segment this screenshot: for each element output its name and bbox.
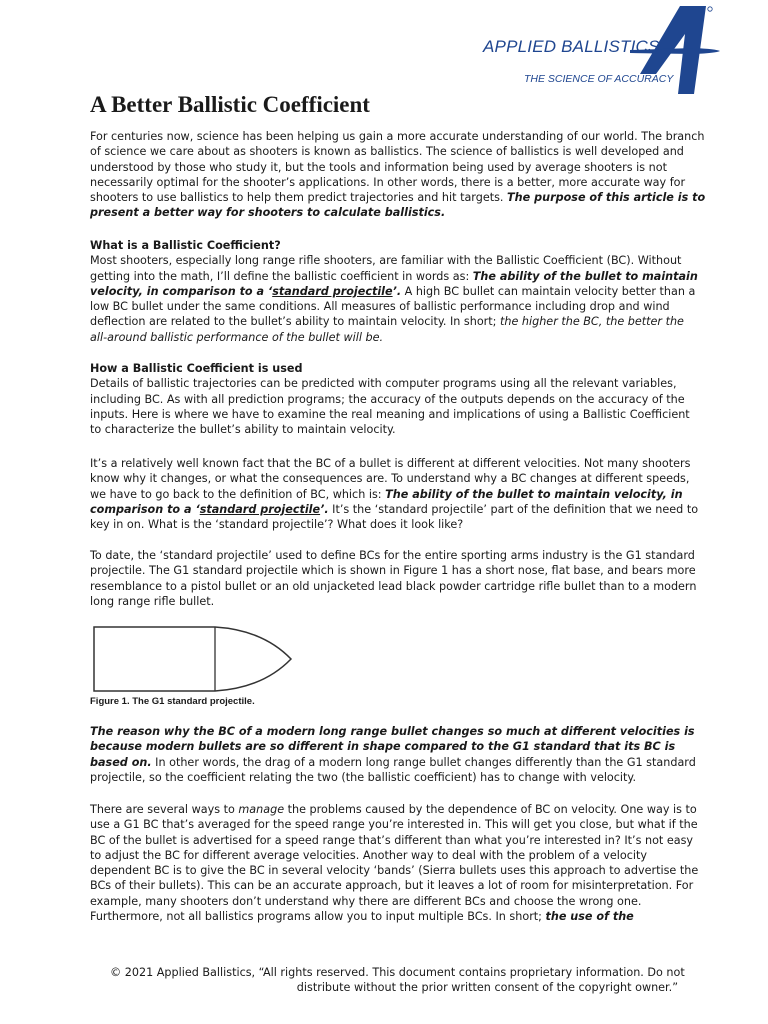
paragraph-g1-standard bbox=[90, 548, 697, 609]
logo-tagline: THE SCIENCE OF ACCURACY bbox=[524, 73, 674, 85]
text-span: A high BC bullet can maintain velocity better than a bbox=[401, 284, 696, 298]
text-line: Details of ballistic trajectories can be predicted with computer programs using all the relevant variables, bbox=[90, 377, 677, 391]
intro-paragraph bbox=[90, 129, 706, 221]
text-span: In other words, the drag of a modern long range bullet changes differently than the G1 standard bbox=[151, 755, 696, 769]
text-line bbox=[90, 755, 696, 770]
underlined-term: standard projectile bbox=[272, 284, 393, 298]
text-span: we have to go back to the definition of BC, which is: bbox=[90, 487, 386, 501]
text-line bbox=[90, 502, 699, 517]
emphasis-text: ’. bbox=[392, 284, 402, 298]
text-line: inputs. Here is where we have to examine the real meaning and implications of using a Ballistic Coefficient bbox=[90, 407, 690, 421]
emphasis-line: because modern bullets are so different in shape compared to the G1 standard that its BC is bbox=[90, 740, 676, 754]
figure-caption: Figure 1. The G1 standard projectile. bbox=[90, 696, 255, 707]
text-line: to adjust the BC for different average velocities. Another way to deal with the problem of a velocity bbox=[90, 848, 647, 862]
text-line: example, many shooters don’t understand why there are different BCs and choose the wrong one. bbox=[90, 894, 642, 908]
text-line: to characterize the bullet’s ability to maintain velocity. bbox=[90, 423, 396, 437]
paragraph-modern-bullets bbox=[90, 724, 696, 785]
paragraph-managing-bc bbox=[90, 802, 699, 924]
section-heading: How a Ballistic Coefficient is used bbox=[90, 362, 303, 375]
emphasis-text: The ability of the bullet to maintain velocity, in bbox=[385, 487, 683, 501]
paragraph-bc-velocity bbox=[90, 456, 699, 532]
text-span: the problems caused by the dependence of BC on velocity. One way is to bbox=[284, 803, 697, 816]
text-line: BCs of their bullets). This can be an accurate approach, but it leaves a lot of room for misinterpretation. For bbox=[90, 879, 694, 893]
text-line bbox=[90, 909, 690, 924]
italic-text: manage bbox=[238, 803, 285, 816]
section-how-bc-used bbox=[90, 361, 690, 437]
text-line bbox=[90, 802, 697, 817]
text-line bbox=[90, 284, 696, 299]
text-line: key in on. What is the ‘standard projectile’? What does it look like? bbox=[90, 518, 464, 532]
copyright-footer bbox=[110, 965, 685, 996]
g1-projectile-figure bbox=[93, 626, 295, 692]
text-line: long range rifle bullet. bbox=[90, 594, 215, 608]
text-line: projectile. The G1 standard projectile which is shown in Figure 1 has a short nose, flat base, and bears more bbox=[90, 564, 696, 578]
text-span: Furthermore, not all ballistics programs allow you to input multiple BCs. In short; bbox=[90, 910, 546, 924]
text-span: It’s the ‘standard projectile’ part of the definition that we need to bbox=[328, 502, 699, 516]
text-line: For centuries now, science has been helping us gain a more accurate understanding of our world. The branch bbox=[90, 130, 705, 143]
footer-line: distribute without the prior written consent of the copyright owner.” bbox=[296, 981, 678, 995]
emphasis-text: comparison to a ‘ bbox=[90, 502, 200, 516]
applied-ballistics-logo bbox=[480, 4, 720, 96]
section-what-is-bc bbox=[90, 238, 698, 345]
emphasis-text: the use of the bbox=[545, 910, 634, 924]
footer-line: © 2021 Applied Ballistics, “All rights reserved. This document contains proprietary information. Do not bbox=[110, 966, 685, 979]
text-span: deflection are related to the bullet’s ability to maintain velocity. In short; bbox=[90, 315, 500, 329]
text-line bbox=[90, 269, 698, 284]
text-line: To date, the ‘standard projectile’ used to define BCs for the entire sporting arms industry is the G1 standard bbox=[90, 549, 695, 562]
emphasis-text: velocity, in comparison to a ‘ bbox=[90, 284, 273, 298]
text-line: of science we care about as shooters is known as ballistics. The science of ballistics is well developed and bbox=[90, 145, 684, 159]
text-line: understood by those who study it, but the tools and information being used by average shooters is not bbox=[90, 160, 667, 174]
italic-line: all-around ballistic performance of the bullet will be. bbox=[90, 330, 384, 344]
emphasis-text: ’. bbox=[320, 502, 329, 516]
emphasis-line: present a better way for shooters to calculate ballistics. bbox=[90, 206, 446, 220]
text-line: projectile, so the coefficient relating the two (the ballistic coefficient) has to change with velocity. bbox=[90, 770, 637, 784]
underlined-term: standard projectile bbox=[199, 502, 321, 516]
logo-name: APPLIED BALLISTICS bbox=[483, 37, 660, 56]
text-line: BC of the bullet is advertised for a speed range that’s different than what you’re interested in? It’s not easy bbox=[90, 833, 694, 847]
page-title: A Better Ballistic Coefficient bbox=[90, 92, 370, 117]
emphasis-text: The ability of the bullet to maintain bbox=[472, 269, 698, 283]
text-line: low BC bullet under the same conditions. All measures of ballistic performance including drop and wind bbox=[90, 300, 670, 314]
text-span: shooters to use ballistics to help them predict trajectories and hit targets. bbox=[90, 191, 508, 205]
italic-text: the higher the BC, the better the bbox=[500, 315, 684, 329]
text-line: resemblance to a pistol bullet or an old unjacketed lead black powder cartridge rifle bullet than to a modern bbox=[90, 579, 697, 593]
emphasis-text: based on. bbox=[90, 755, 152, 769]
text-line bbox=[90, 314, 690, 329]
emphasis-text: The purpose of this article is to bbox=[507, 191, 706, 205]
section-heading: What is a Ballistic Coefficient? bbox=[90, 239, 281, 252]
text-line: know why it changes, or what the consequences are. To understand why a BC changes at different speeds, bbox=[90, 472, 690, 486]
text-line: dependent BC is to give the BC in several velocity ‘bands’ (Sierra bullets uses this approach to advertise the bbox=[90, 864, 699, 878]
text-line: Most shooters, especially long range rifle shooters, are familiar with the Ballistic Coefficient (BC). Without bbox=[90, 254, 682, 268]
text-line: necessarily optimal for the shooter’s applications. In other words, there is a better, more accurate way for bbox=[90, 175, 686, 189]
text-line bbox=[90, 190, 706, 205]
emphasis-line: The reason why the BC of a modern long range bullet changes so much at different velocities is bbox=[90, 725, 695, 738]
text-line bbox=[90, 487, 690, 502]
text-line: including BC. As with all prediction programs; the accuracy of the outputs depends on the accuracy of the bbox=[90, 392, 685, 406]
text-span: getting into the math, I’ll define the ballistic coefficient in words as: bbox=[90, 269, 473, 283]
text-line: It’s a relatively well known fact that the BC of a bullet is different at different velocities. Not many shooters bbox=[90, 457, 691, 470]
text-line: use a G1 BC that’s averaged for the speed range you’re interested in. This will get you close, but what if the bbox=[90, 818, 698, 832]
text-span: There are several ways to bbox=[90, 803, 239, 816]
